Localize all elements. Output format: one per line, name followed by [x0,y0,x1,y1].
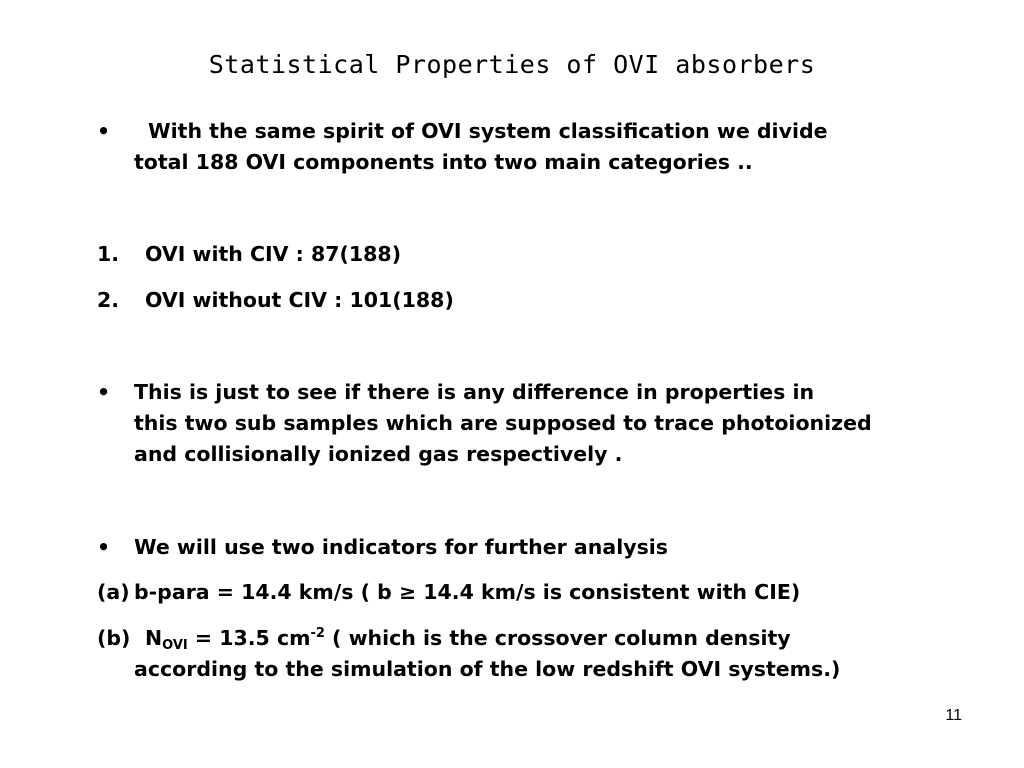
column-density-value: = 13.5 cm [187,626,311,650]
indicator-b-description-1: ( which is the crossover column density [324,626,791,650]
category-2-marker: 2. [97,288,120,312]
category-1-marker: 1. [97,242,120,266]
category-2-text: OVI without CIV : 101(188) [145,288,454,312]
ion-subscript: OVI [162,638,188,653]
indicator-b-text [134,623,934,685]
purpose-line-1: This is just to see if there is any difference in properties in [134,380,815,404]
intro-bullet-text [134,116,934,178]
indicator-b-line-1 [134,623,934,654]
indicator-a-text: b-para = 14.4 km/s ( b ≥ 14.4 km/s is consistent with CIE) [134,580,801,604]
bullet-marker: • [97,535,111,559]
bullet-marker: • [97,119,111,143]
indicator-a-marker: (a) [97,580,130,604]
purpose-bullet-text [134,377,934,470]
indicators-heading: We will use two indicators for further analysis [134,535,669,559]
category-1-text: OVI with CIV : 87(188) [145,242,402,266]
indicator-b-line-2: according to the simulation of the low redshift OVI systems.) [134,657,841,681]
intro-line-2: total 188 OVI components into two main categories .. [134,150,753,174]
unit-exponent: -2 [310,626,325,641]
slide-title: Statistical Properties of OVI absorbers [208,50,816,79]
purpose-line-2: this two sub samples which are supposed to trace photoionized [134,411,872,435]
indicator-b-marker: (b) [97,626,131,650]
page-number: 11 [945,707,962,724]
purpose-line-3: and collisionally ionized gas respectively . [134,442,623,466]
intro-line-1: With the same spirit of OVI system classification we divide [148,119,828,143]
bullet-marker: • [97,380,111,404]
column-density-symbol: N [145,626,163,650]
